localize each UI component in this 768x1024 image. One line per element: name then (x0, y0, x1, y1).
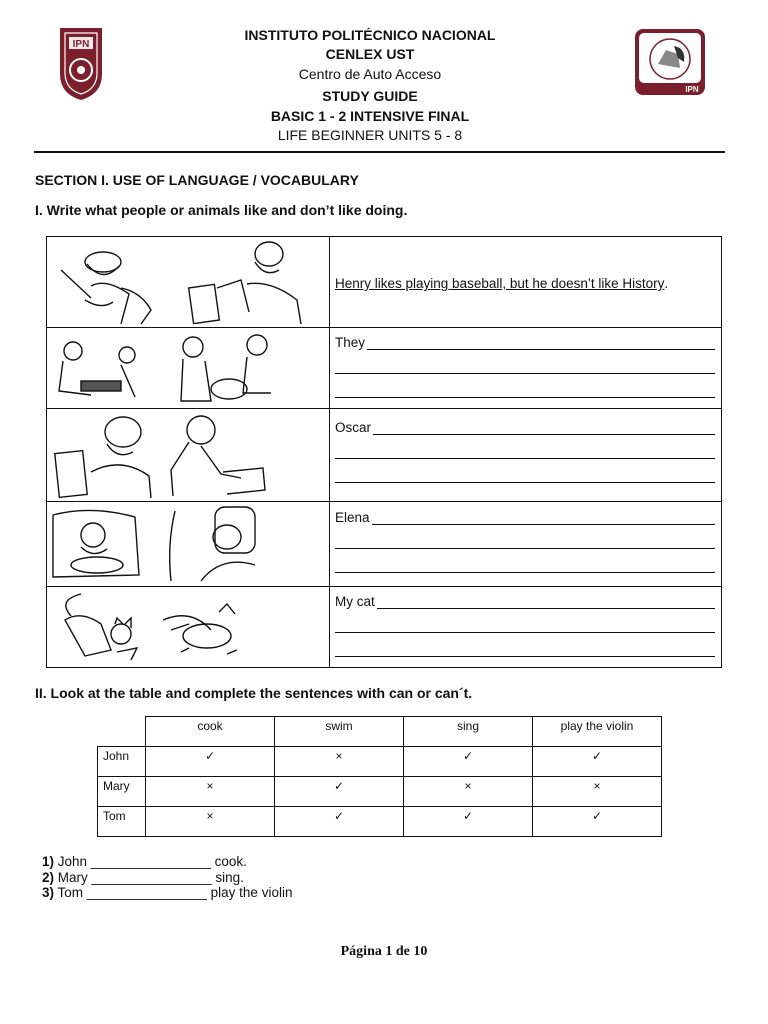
answer-line[interactable] (377, 594, 715, 609)
header-divider (34, 151, 725, 153)
section-title: SECTION I. USE OF LANGUAGE / VOCABULARY (35, 172, 359, 188)
exercise1-instruction: I. Write what people or animals like and don’t like doing. (35, 202, 408, 218)
answer-line[interactable] (335, 459, 715, 483)
cross-mark: × (275, 747, 404, 777)
cross-mark: × (404, 777, 533, 807)
table-row (98, 807, 662, 837)
answer-line[interactable] (335, 435, 715, 459)
exercise1-row (47, 409, 721, 502)
exercise2-instruction: II. Look at the table and complete the sentences with can or can´t. (35, 685, 473, 701)
answer-line[interactable] (335, 525, 715, 549)
answer-line[interactable] (335, 633, 715, 657)
board-game-and-cooking-illustration-icon (51, 331, 325, 405)
svg-text:IPN: IPN (685, 85, 699, 94)
sentence-start: My cat (335, 594, 375, 609)
driving-and-flying-illustration-icon (51, 505, 325, 583)
table-header-row (98, 717, 662, 747)
answer-line[interactable] (335, 549, 715, 573)
guide-title: STUDY GUIDE (322, 88, 418, 104)
check-mark: ✓ (275, 777, 404, 807)
check-mark: ✓ (533, 807, 662, 837)
answer-line[interactable] (372, 510, 715, 525)
answer-line[interactable] (373, 420, 715, 435)
sentence-start: They (335, 335, 366, 350)
exercise1-row (47, 328, 721, 409)
units-title: LIFE BEGINNER UNITS 5 - 8 (277, 127, 463, 143)
sentence-item[interactable]: 2) Mary ________________ sing. (42, 870, 244, 885)
answer-line[interactable] (335, 350, 715, 374)
sentence-item[interactable]: 3) Tom ________________ play the violin (42, 885, 293, 900)
institution-title: INSTITUTO POLITÉCNICO NACIONAL (244, 27, 496, 43)
row-name: Tom (98, 807, 146, 837)
sentence-item[interactable]: 1) John ________________ cook. (42, 854, 247, 869)
exercise1-table (46, 236, 722, 668)
cat-illustration-icon (51, 590, 325, 664)
sentence-start: Elena (335, 510, 370, 525)
ability-table (97, 716, 662, 837)
cross-mark: × (146, 807, 275, 837)
check-mark: ✓ (404, 747, 533, 777)
column-header: sing (404, 717, 533, 747)
check-mark: ✓ (275, 807, 404, 837)
cross-mark: × (146, 777, 275, 807)
column-header: cook (146, 717, 275, 747)
cross-mark: × (533, 777, 662, 807)
reading-and-writing-illustration-icon (51, 412, 325, 498)
check-mark: ✓ (404, 807, 533, 837)
answer-line[interactable] (335, 609, 715, 633)
exercise1-row: Henry likes playing baseball, but he doesn’t like History . (47, 237, 721, 328)
check-mark: ✓ (146, 747, 275, 777)
exercise1-row (47, 587, 721, 667)
course-title: BASIC 1 - 2 INTENSIVE FINAL (270, 108, 470, 124)
baseball-and-history-illustration-icon (51, 240, 325, 324)
column-header: play the violin (533, 717, 662, 747)
example-sentence: Henry likes playing baseball, but he doesn’t like History (335, 276, 665, 291)
sentence-start: Oscar (335, 420, 372, 435)
svg-text:IPN: IPN (72, 39, 90, 50)
cenlex-logo-icon (634, 28, 706, 96)
table-row (98, 747, 662, 777)
row-name: John (98, 747, 146, 777)
center-subtitle: Centro de Auto Acceso (298, 66, 442, 82)
row-name: Mary (98, 777, 146, 807)
center-title: CENLEX UST (325, 46, 415, 62)
exercise1-row (47, 502, 721, 587)
page-number: Página 1 de 10 (340, 944, 428, 959)
column-header: swim (275, 717, 404, 747)
check-mark: ✓ (533, 747, 662, 777)
answer-line[interactable] (367, 335, 715, 350)
ipn-logo-icon (56, 24, 106, 102)
table-row (98, 777, 662, 807)
answer-line[interactable] (335, 374, 715, 398)
